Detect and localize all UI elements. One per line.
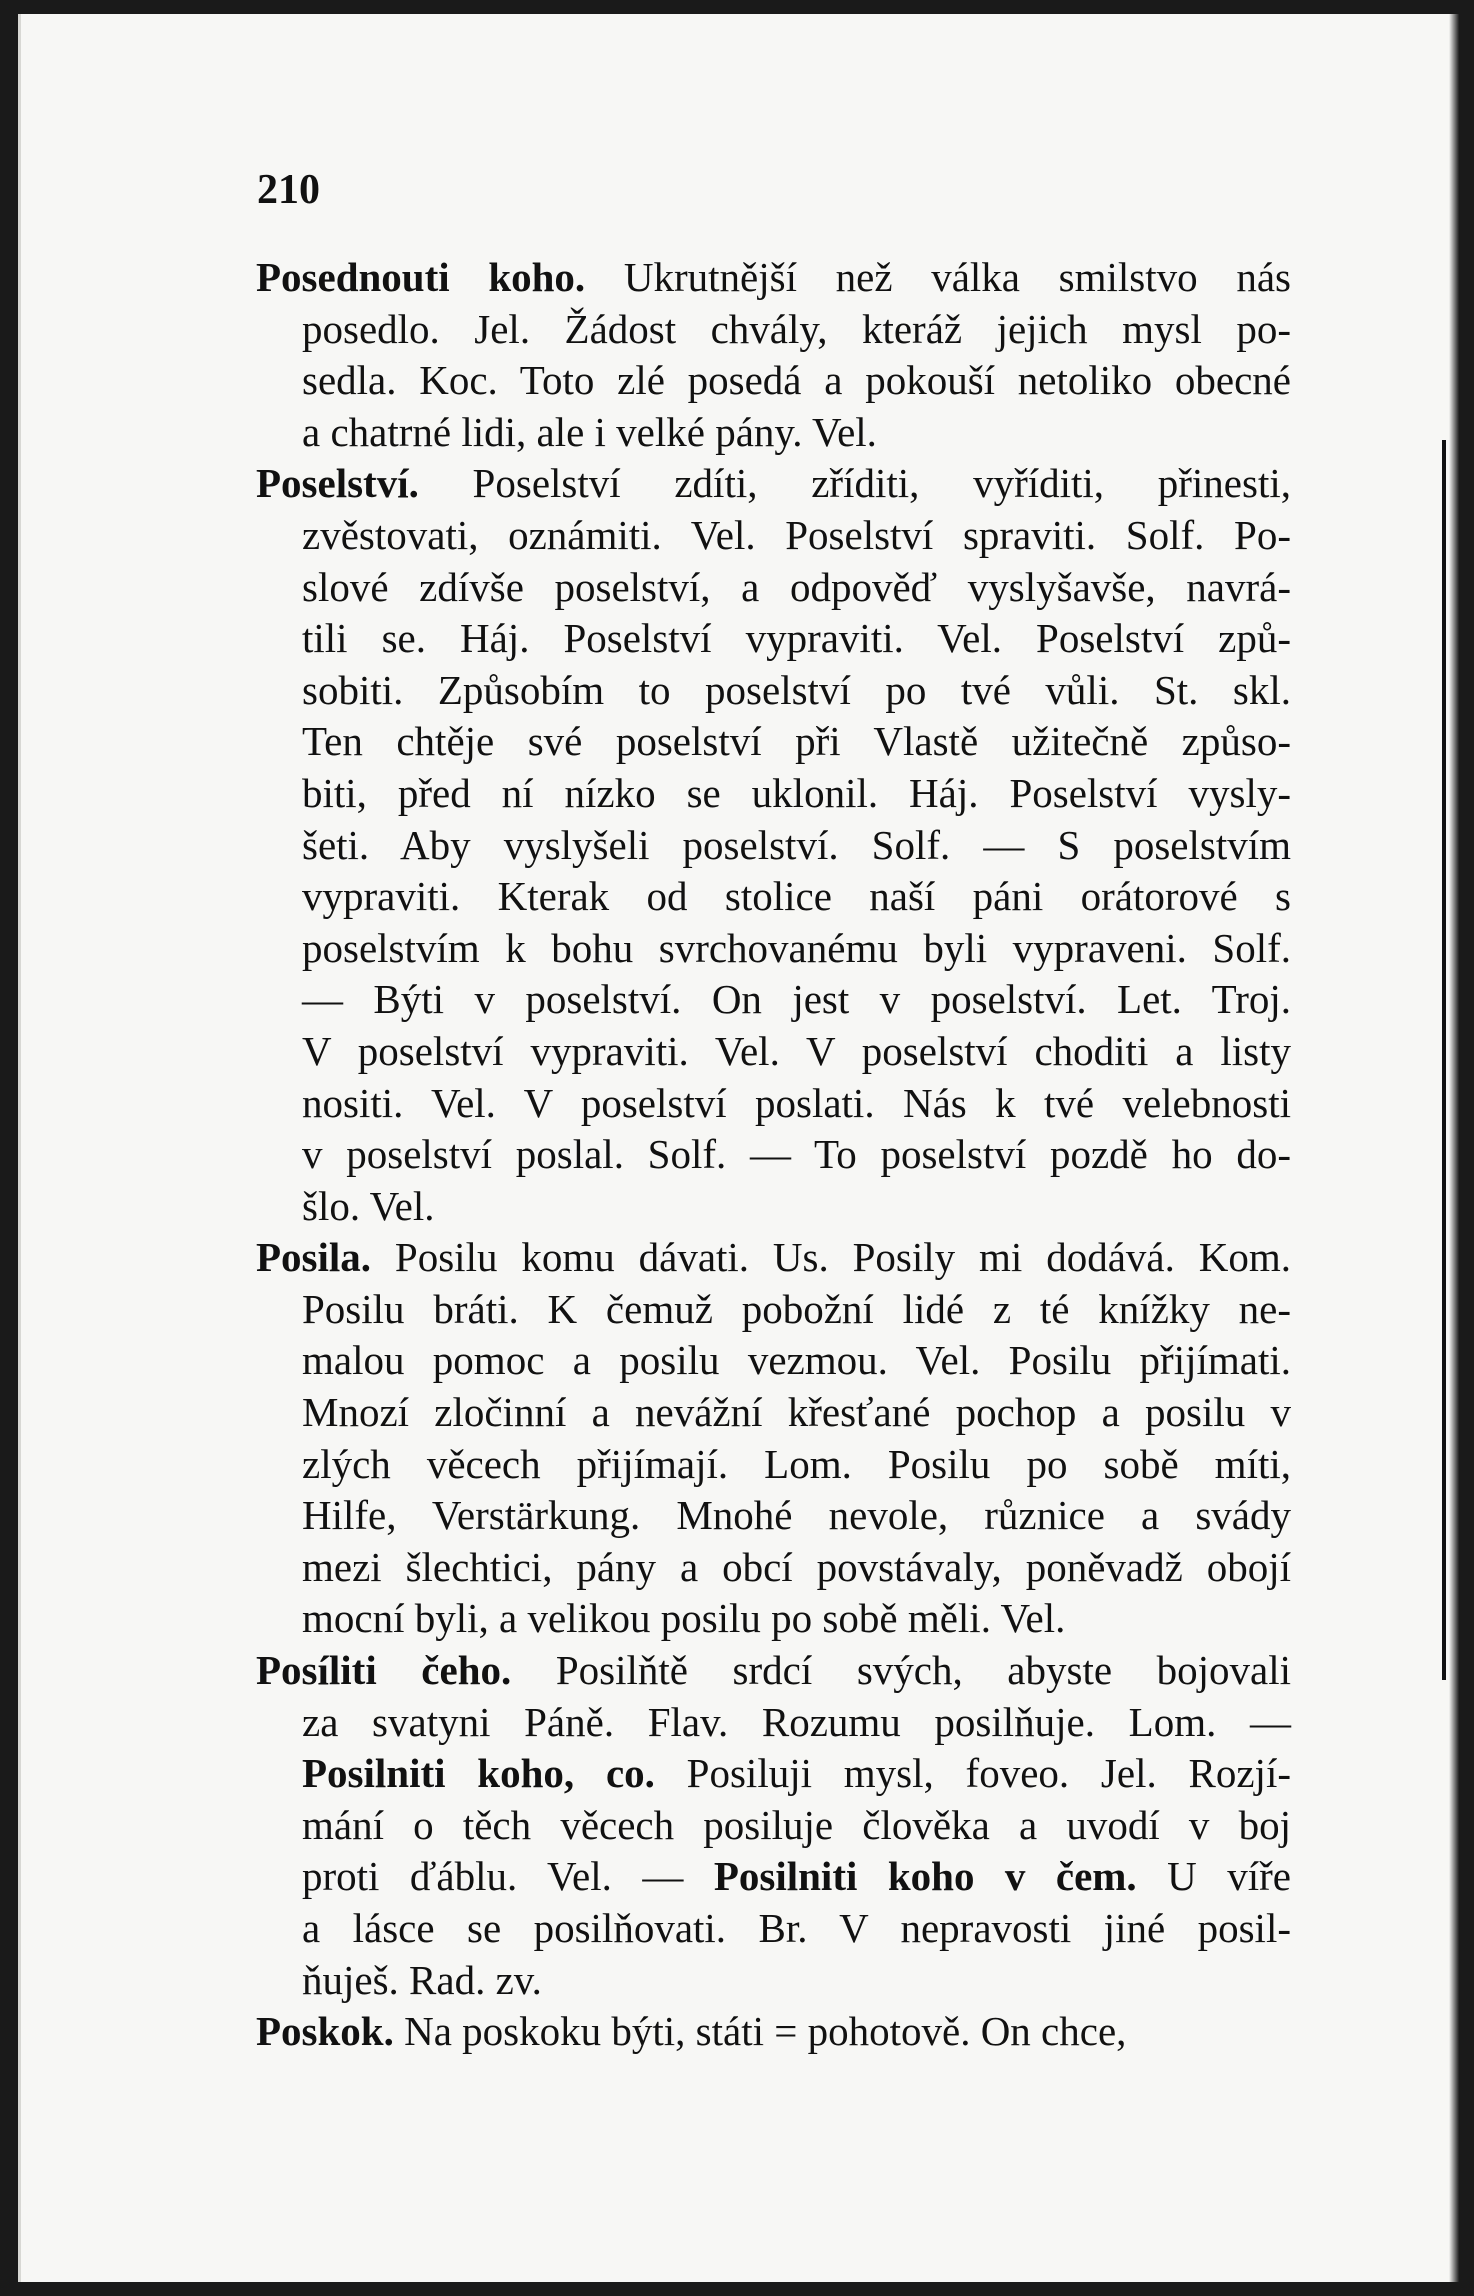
line-text: slové zdívše poselství, a odpověď vyslyšavše, navrá- xyxy=(302,563,1291,610)
text-line xyxy=(302,1903,1291,1955)
dictionary-entry xyxy=(256,2006,1291,2058)
text-line xyxy=(302,974,1291,1026)
line-text: posedlo. Jel. Žádost chvály, kteráž jejich mysl po- xyxy=(302,305,1291,352)
book-page xyxy=(18,14,1459,2282)
text-line xyxy=(302,1748,1291,1800)
dictionary-entry xyxy=(256,458,1291,1232)
text-line xyxy=(256,1232,1291,1284)
text-line xyxy=(302,613,1291,665)
line-text: V poselství vypraviti. Vel. V poselství choditi a listy xyxy=(302,1027,1291,1074)
line-text: a lásce se posilňovati. Br. V nepravosti jiné posil- xyxy=(302,1905,1291,1951)
line-text: Ukrutnější než válka smilstvo nás xyxy=(585,254,1291,300)
line-text: zvěstovati, oznámiti. Vel. Poselství spraviti. Solf. Po- xyxy=(302,511,1291,558)
line-text: mezi šlechtici, pány a obcí povstávaly, poněvadž obojí xyxy=(302,1543,1291,1590)
text-line xyxy=(302,1387,1291,1439)
line-text: Poselství zdíti, zříditi, vyříditi, přinesti, xyxy=(418,460,1291,507)
headword: Poselství. xyxy=(256,460,419,507)
line-text: v poselství poslal. Solf. — To poselství pozdě ho do- xyxy=(302,1131,1291,1178)
dictionary-entry xyxy=(256,252,1291,458)
line-text: Posilňtě srdcí svých, abyste bojovali xyxy=(511,1647,1291,1694)
text-line xyxy=(302,304,1291,356)
text-line xyxy=(302,1026,1291,1078)
headword: Posíliti čeho. xyxy=(256,1647,512,1694)
line-text: za svatyni Páně. Flav. Rozumu posilňuje. Lom. — xyxy=(302,1698,1291,1745)
text-line xyxy=(302,510,1291,562)
text-line xyxy=(302,562,1291,614)
text-line xyxy=(302,1697,1291,1749)
headword: Poskok. xyxy=(256,2008,394,2055)
line-text: ňuješ. Rad. zv. xyxy=(302,1956,542,2003)
text-line xyxy=(302,871,1291,923)
line-text: biti, před ní nízko se uklonil. Háj. Poselství vysly- xyxy=(302,769,1291,816)
text-line xyxy=(302,665,1291,717)
line-text: Na poskoku býti, státi = pohotově. On chce, xyxy=(393,2008,1127,2055)
text-line xyxy=(302,1593,1291,1645)
headword: Posilniti koho v čem. xyxy=(713,1853,1137,1900)
text-line xyxy=(302,1955,1291,2007)
text-line xyxy=(302,923,1291,975)
line-text: sobiti. Způsobím to poselství po tvé vůli. St. skl. xyxy=(302,666,1291,713)
headword: Posila. xyxy=(256,1234,372,1281)
text-line xyxy=(256,458,1291,510)
text-line xyxy=(256,2006,1291,2058)
line-text: Hilfe, Verstärkung. Mnohé nevole, různice a svády xyxy=(302,1492,1291,1539)
text-line xyxy=(302,1851,1291,1903)
text-line xyxy=(302,1181,1291,1233)
text-line xyxy=(302,768,1291,820)
line-text: vypraviti. Kterak od stolice naší páni orátorové s xyxy=(302,873,1291,920)
text-line xyxy=(302,1129,1291,1181)
line-text: Posilu komu dávati. Us. Posily mi dodává. Kom. xyxy=(371,1234,1291,1281)
text-line xyxy=(256,252,1291,304)
text-line xyxy=(302,1078,1291,1130)
line-text: mocní byli, a velikou posilu po sobě měli. Vel. xyxy=(302,1595,1066,1642)
line-text: šlo. Vel. xyxy=(302,1182,435,1229)
line-text: Mnozí zločinní a nevážní křesťané pochop a posilu v xyxy=(302,1389,1291,1436)
text-line xyxy=(256,1645,1291,1697)
text-line xyxy=(302,1335,1291,1387)
line-text: Posiluji mysl, foveo. Jel. Rozjí- xyxy=(654,1750,1291,1797)
text-line xyxy=(302,1490,1291,1542)
text-line xyxy=(302,355,1291,407)
line-text: Ten chtěje své poselství při Vlastě užitečně způso- xyxy=(302,718,1291,765)
text-line xyxy=(302,407,1291,459)
dictionary-entry xyxy=(256,1232,1291,1645)
line-text: U víře xyxy=(1136,1853,1291,1900)
line-text: proti ďáblu. Vel. — xyxy=(302,1853,714,1900)
page-number: 210 xyxy=(257,167,320,213)
text-line xyxy=(302,1439,1291,1491)
text-line xyxy=(302,820,1291,872)
line-text: šeti. Aby vyslyšeli poselství. Solf. — S poselstvím xyxy=(302,821,1291,868)
line-text: poselstvím k bohu svrchovanému byli vypraveni. Solf. xyxy=(302,924,1291,971)
headword: Posilniti koho, co. xyxy=(302,1750,655,1797)
line-text: mání o těch věcech posiluje člověka a uvodí v boj xyxy=(302,1801,1291,1848)
dictionary-entry xyxy=(256,1645,1291,2006)
dictionary-text xyxy=(256,252,1291,2058)
text-line xyxy=(302,1542,1291,1594)
line-text: a chatrné lidi, ale i velké pány. Vel. xyxy=(302,408,877,455)
line-text: sedla. Koc. Toto zlé posedá a pokouší netoliko obecné xyxy=(302,357,1291,404)
line-text: Posilu bráti. K čemuž pobožní lidé z té knížky ne- xyxy=(302,1285,1291,1332)
line-text: malou pomoc a posilu vezmou. Vel. Posilu přijímati. xyxy=(302,1337,1291,1384)
headword: Posednouti koho. xyxy=(256,254,586,300)
line-text: nositi. Vel. V poselství poslati. Nás k tvé velebnosti xyxy=(302,1079,1291,1126)
line-text: — Býti v poselství. On jest v poselství. Let. Troj. xyxy=(302,976,1291,1023)
line-text: tili se. Háj. Poselství vypraviti. Vel. Poselství způ- xyxy=(302,615,1291,662)
line-text: zlých věcech přijímají. Lom. Posilu po sobě míti, xyxy=(302,1440,1291,1487)
text-line xyxy=(302,1800,1291,1852)
book-spine-edge xyxy=(1442,440,1446,1680)
text-line xyxy=(302,1284,1291,1336)
text-line xyxy=(302,716,1291,768)
